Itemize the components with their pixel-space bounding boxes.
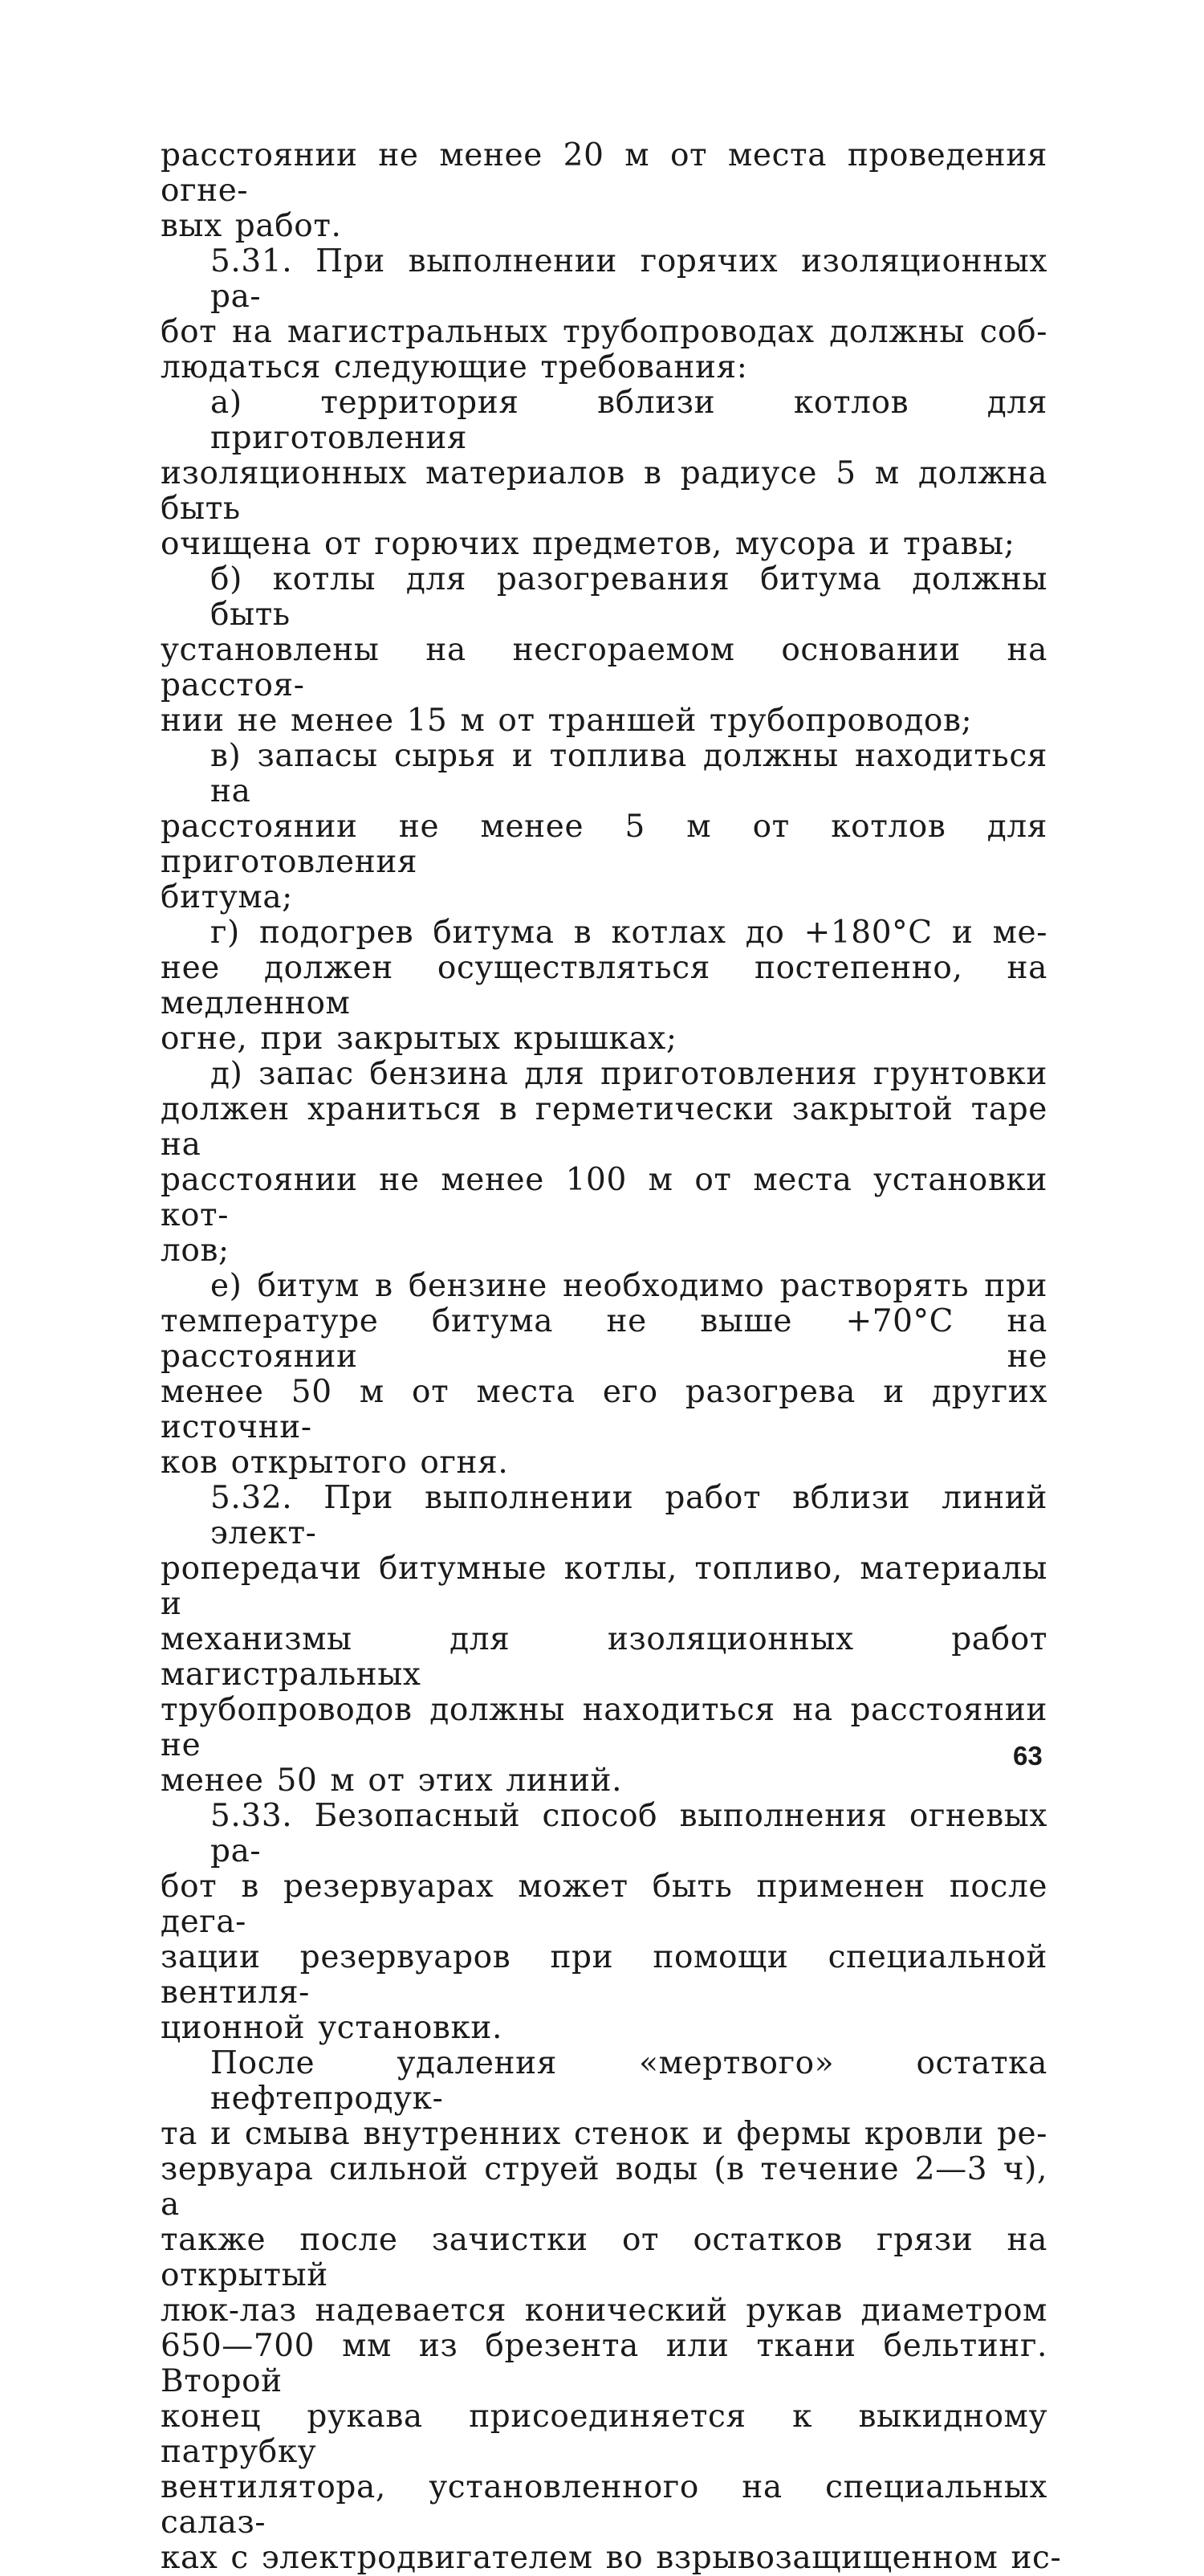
text-line: д) запас бензина для приготовления грунтовки [210,1056,1047,1092]
text-line: огне, при закрытых крышках; [161,1021,677,1057]
text-line: температуре битума не выше +70°С на расстоянии не [161,1303,1047,1375]
text-line: изоляционных материалов в радиусе 5 м должна быть [161,455,1047,527]
text-line: зации резервуаров при помощи специальной вентиля- [161,1939,1047,2011]
body-text [161,137,1062,2576]
text-line: менее 50 м от этих линий. [161,1763,623,1799]
text-line: в) запасы сырья и топлива должны находиться на [210,738,1047,809]
text-line: расстоянии не менее 20 м от места проведения огне- [161,137,1047,209]
text-line: 5.31. При выполнении горячих изоляционных ра- [210,243,1047,315]
text-line: бот в резервуарах может быть применен после дега- [161,1869,1047,1940]
text-line: расстоянии не менее 5 м от котлов для приготовления [161,809,1047,880]
paragraph-p-continuation [161,138,1047,244]
text-line: расстоянии не менее 100 м от места установки кот- [161,1162,1047,1233]
text-line: битума; [161,879,293,915]
paragraph-p-5-31-b [161,562,1047,739]
text-line: также после зачистки от остатков грязи на открытый [161,2222,1047,2293]
text-line: людаться следующие требования: [161,349,748,385]
text-line: е) битум в бензине необходимо растворять при [210,1268,1047,1304]
page-number: 63 [1013,1741,1043,1771]
text-line: люк-лаз надевается конический рукав диаметром [161,2293,1047,2329]
text-line: менее 50 м от места его разогрева и других источни- [161,1374,1047,1445]
paragraph-p-5-33 [161,1799,1047,2046]
text-line: После удаления «мертвого» остатка нефтепродук- [210,2045,1047,2117]
text-line: 5.33. Безопасный способ выполнения огневых ра- [210,1798,1047,1869]
paragraph-p-5-31-d [161,1057,1047,1269]
text-line: зервуара сильной струей воды (в течение 2—3 ч), а [161,2151,1047,2223]
paragraph-p-5-31-v [161,739,1047,915]
text-line: нии не менее 15 м от траншей трубопроводов; [161,703,973,739]
paragraph-p-5-32 [161,1481,1047,1799]
text-line: 650—700 мм из брезента или ткани бельтинг. Второй [161,2328,1047,2399]
text-line: очищена от горючих предметов, мусора и травы; [161,526,1015,562]
text-line: та и смыва внутренних стенок и фермы кровли ре- [161,2116,1047,2152]
text-line: механизмы для изоляционных работ магистральных [161,1621,1047,1693]
paragraph-p-5-31-g [161,915,1047,1057]
text-line: нее должен осуществляться постепенно, на медленном [161,950,1047,1021]
paragraph-p-5-31-a [161,385,1047,562]
text-line: 5.32. При выполнении работ вблизи линий элект- [210,1480,1047,1551]
text-line: лов; [161,1233,230,1269]
text-line: трубопроводов должны находиться на расстоянии не [161,1692,1047,1763]
text-line: бот на магистральных трубопроводах должны соб- [161,314,1047,350]
paragraph-p-5-31-e [161,1269,1047,1481]
text-line: г) подогрев битума в котлах до +180°С и ме- [210,915,1047,951]
paragraph-p-after-removal [161,2045,1062,2576]
text-line: должен храниться в герметически закрытой таре на [161,1091,1047,1163]
text-line: установлены на несгораемом основании на расстоя- [161,632,1047,703]
text-line: ционной установки. [161,2010,503,2046]
text-line: б) котлы для разогревания битума должны быть [210,561,1047,633]
paragraph-p-5-31 [161,244,1047,385]
text-line: вых работ. [161,208,342,244]
text-line: конец рукава присоединяется к выкидному патрубку [161,2399,1047,2470]
text-line: ропередачи битумные котлы, топливо, материалы и [161,1551,1047,1622]
text-line: вентилятора, установленного на специальных салаз- [161,2469,1047,2541]
text-line: ках с электродвигателем во взрывозащищенном ис- [161,2540,1062,2576]
text-line: а) территория вблизи котлов для приготовления [210,385,1047,456]
text-line: ков открытого огня. [161,1445,509,1481]
